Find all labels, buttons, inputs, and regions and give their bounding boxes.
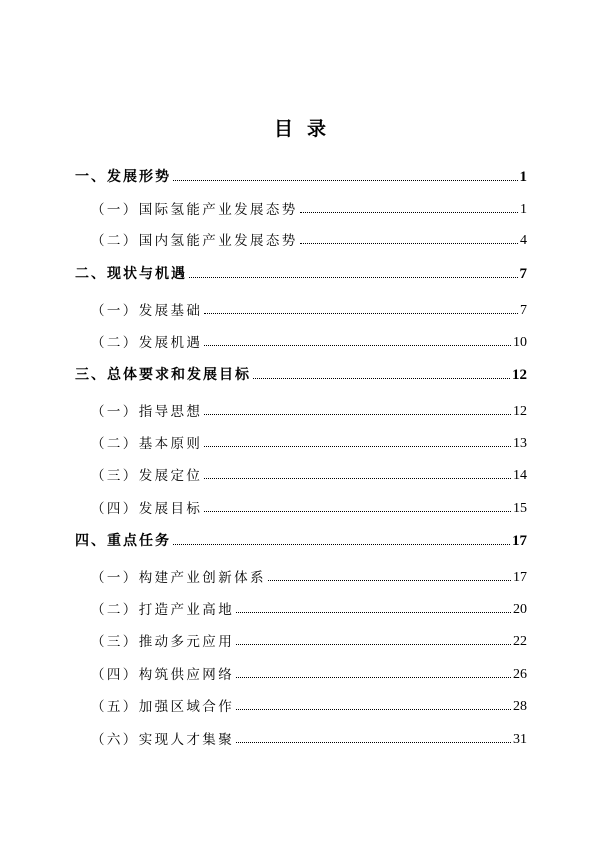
toc-subsection-entry[interactable]	[91, 464, 527, 484]
toc-entry-label: （二）基本原则	[91, 436, 203, 452]
dot-leader	[173, 544, 510, 545]
dot-leader	[173, 180, 518, 181]
toc-subsection-entry[interactable]	[91, 497, 527, 517]
toc-entry-label: （三）推动多元应用	[91, 634, 235, 650]
toc-subsection-entry[interactable]	[91, 663, 527, 683]
dot-leader	[189, 277, 518, 278]
dot-leader	[204, 345, 511, 346]
toc-page-number: 15	[513, 501, 527, 516]
toc-page-number: 22	[513, 634, 527, 649]
toc-page-number: 4	[520, 233, 527, 248]
toc-page-number: 7	[520, 303, 527, 318]
toc-subsection-entry[interactable]	[91, 566, 527, 586]
dot-leader	[204, 446, 511, 447]
toc-entry-label: （四）发展目标	[91, 501, 203, 517]
toc-page-number: 7	[519, 266, 527, 282]
toc-entry-label: （一）构建产业创新体系	[91, 570, 266, 586]
toc-subsection-entry[interactable]	[91, 331, 527, 351]
page-title: 目录	[273, 118, 340, 140]
toc-page-number: 14	[513, 468, 527, 483]
dot-leader	[204, 313, 518, 314]
dot-leader	[204, 511, 511, 512]
toc-entry-label: 二、现状与机遇	[75, 266, 187, 282]
toc-subsection-entry[interactable]	[91, 728, 527, 748]
dot-leader	[236, 742, 511, 743]
toc-page-number: 17	[512, 533, 527, 549]
toc-subsection-entry[interactable]	[91, 432, 527, 452]
toc-page-number: 26	[513, 667, 527, 682]
toc-page-number: 31	[513, 732, 527, 747]
dot-leader	[236, 612, 511, 613]
toc-page-number: 12	[513, 404, 527, 419]
toc-page-number: 10	[513, 335, 527, 350]
toc-entry-label: 一、发展形势	[75, 169, 171, 185]
toc-entry-label: 四、重点任务	[75, 533, 171, 549]
toc-section-entry[interactable]	[75, 530, 527, 550]
toc-entry-label: （二）国内氢能产业发展态势	[91, 233, 298, 249]
dot-leader	[204, 478, 511, 479]
toc-page-number: 1	[519, 169, 527, 185]
toc-section-entry[interactable]	[75, 166, 527, 186]
toc-entry-label: （三）发展定位	[91, 468, 203, 484]
toc-entry-label: （一）发展基础	[91, 303, 203, 319]
toc-subsection-entry[interactable]	[91, 630, 527, 650]
dot-leader	[268, 580, 511, 581]
toc-section-entry[interactable]	[75, 364, 527, 384]
toc-entry-label: （二）发展机遇	[91, 335, 203, 351]
dot-leader	[204, 414, 511, 415]
toc-subsection-entry[interactable]	[91, 400, 527, 420]
toc-entry-label: （五）加强区域合作	[91, 699, 235, 715]
toc-page-number: 28	[513, 699, 527, 714]
toc-subsection-entry[interactable]	[91, 198, 527, 218]
dot-leader	[253, 378, 510, 379]
toc-entry-label: （一）指导思想	[91, 404, 203, 420]
toc-page-number: 17	[513, 570, 527, 585]
toc-entry-label: （一）国际氢能产业发展态势	[91, 202, 298, 218]
toc-page-number: 1	[520, 202, 527, 217]
dot-leader	[300, 243, 518, 244]
toc-section-entry[interactable]	[75, 263, 527, 283]
toc-entry-label: （二）打造产业高地	[91, 602, 235, 618]
dot-leader	[300, 212, 518, 213]
toc-subsection-entry[interactable]	[91, 299, 527, 319]
toc-page-number: 13	[513, 436, 527, 451]
dot-leader	[236, 677, 511, 678]
toc-entry-label: （四）构筑供应网络	[91, 667, 235, 683]
toc-subsection-entry[interactable]	[91, 229, 527, 249]
toc-entry-label: 三、总体要求和发展目标	[75, 367, 251, 383]
toc-subsection-entry[interactable]	[91, 695, 527, 715]
toc-entry-label: （六）实现人才集聚	[91, 732, 235, 748]
dot-leader	[236, 644, 511, 645]
dot-leader	[236, 709, 511, 710]
toc-page-number: 20	[513, 602, 527, 617]
toc-subsection-entry[interactable]	[91, 598, 527, 618]
toc-page-number: 12	[512, 367, 527, 383]
